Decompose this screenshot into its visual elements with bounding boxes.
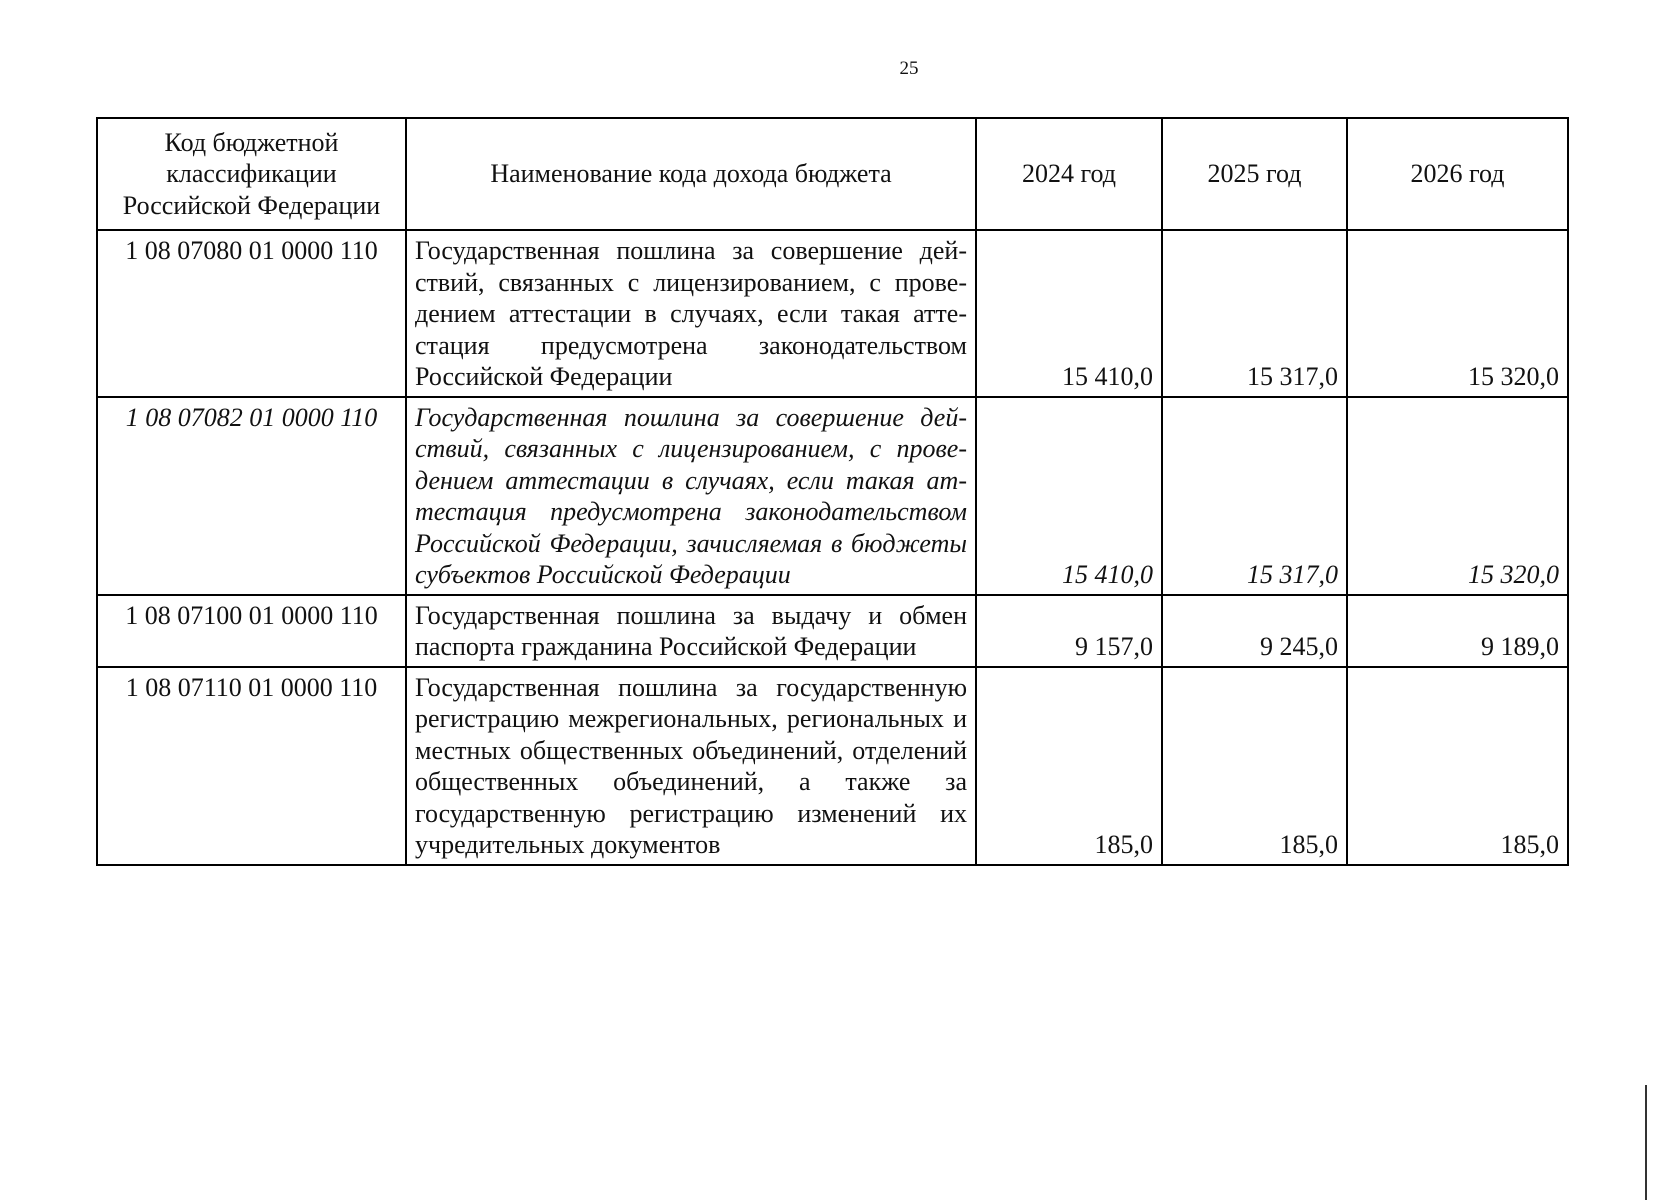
table-row bbox=[97, 397, 1568, 595]
row-amount-2024: 9 157,0 bbox=[976, 595, 1162, 667]
row-amount-2026: 15 320,0 bbox=[1347, 397, 1568, 595]
row-amount-2024: 185,0 bbox=[976, 667, 1162, 865]
row-amount-2026: 185,0 bbox=[1347, 667, 1568, 865]
row-code: 1 08 07100 01 0000 110 bbox=[97, 595, 406, 667]
scan-edge-line bbox=[1645, 1085, 1647, 1200]
table-row bbox=[97, 230, 1568, 397]
row-amount-2026: 15 320,0 bbox=[1347, 230, 1568, 397]
table-row bbox=[97, 667, 1568, 865]
row-amount-2025: 9 245,0 bbox=[1162, 595, 1347, 667]
header-code: Код бюджетной классификации Российской Федерации bbox=[97, 118, 406, 230]
row-name: Государственная пошлина за совершение действий, связанных с лицензированием, с проведением аттестации в случаях, если такая аттестация предусмотрена законодательством Российской Федерации bbox=[406, 230, 976, 397]
row-code: 1 08 07082 01 0000 110 bbox=[97, 397, 406, 595]
header-year-2026: 2026 год bbox=[1347, 118, 1568, 230]
row-code: 1 08 07110 01 0000 110 bbox=[97, 667, 406, 865]
row-amount-2026: 9 189,0 bbox=[1347, 595, 1568, 667]
row-name: Государственная пошлина за выдачу и обмен паспорта гражданина Российской Федерации bbox=[406, 595, 976, 667]
row-amount-2024: 15 410,0 bbox=[976, 397, 1162, 595]
header-year-2024: 2024 год bbox=[976, 118, 1162, 230]
row-amount-2025: 15 317,0 bbox=[1162, 230, 1347, 397]
header-year-2025: 2025 год bbox=[1162, 118, 1347, 230]
page-number: 25 bbox=[899, 58, 919, 79]
table-header-row bbox=[97, 118, 1568, 230]
row-name: Государственная пошлина за государственную регистрацию межрегиональных, региональных и местных общественных объединений, отделений общественных объединений, а также за государственную регистрацию изменений их учредительных документов bbox=[406, 667, 976, 865]
budget-revenue-table bbox=[96, 117, 1569, 866]
row-name: Государственная пошлина за совершение действий, связанных с лицензированием, с проведением аттестации в случаях, если такая аттестация предусмотрена законодательством Российской Федерации, зачисляемая в бюджеты субъектов Российской Федерации bbox=[406, 397, 976, 595]
table-row bbox=[97, 595, 1568, 667]
header-name: Наименование кода дохода бюджета bbox=[406, 118, 976, 230]
row-amount-2025: 15 317,0 bbox=[1162, 397, 1347, 595]
row-amount-2024: 15 410,0 bbox=[976, 230, 1162, 397]
row-amount-2025: 185,0 bbox=[1162, 667, 1347, 865]
row-code: 1 08 07080 01 0000 110 bbox=[97, 230, 406, 397]
